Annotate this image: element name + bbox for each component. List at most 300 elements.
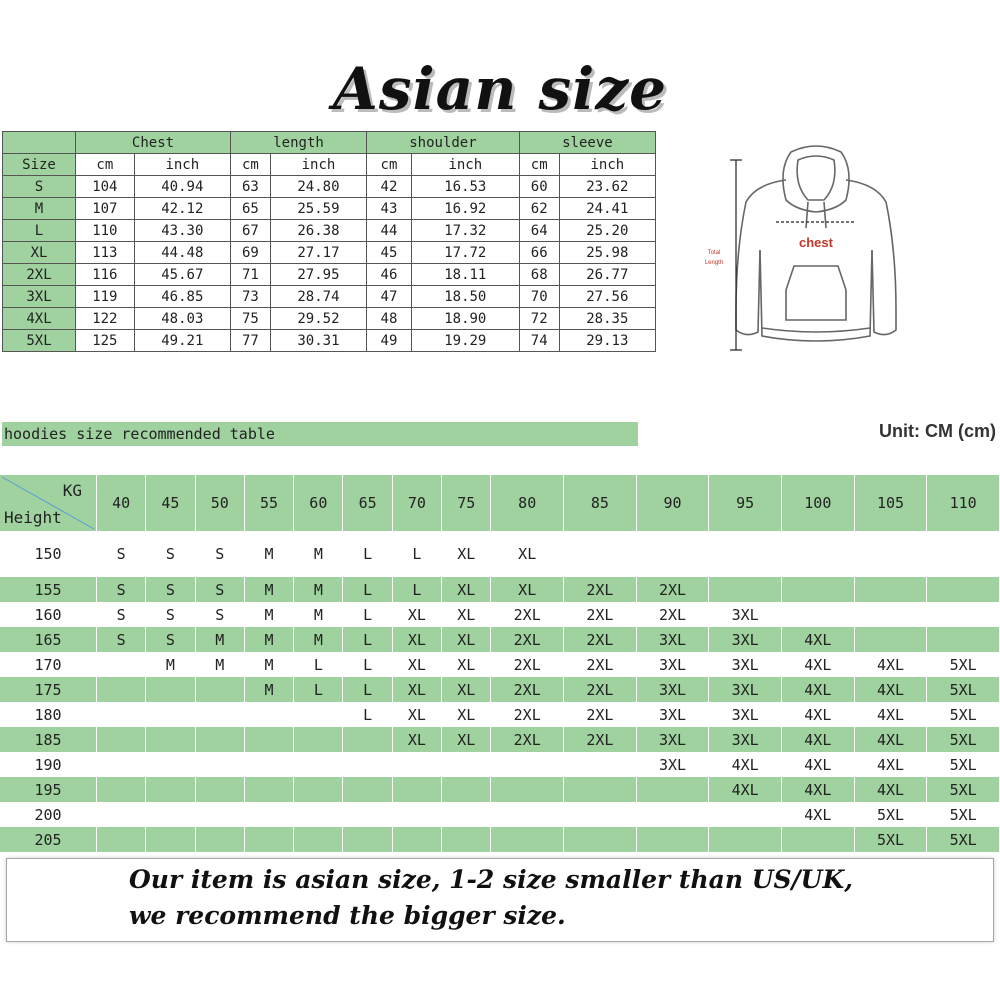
recommended-size-cell: XL [442, 677, 491, 702]
weight-header: 65 [343, 475, 392, 531]
measurement-cell: 43.30 [134, 220, 230, 242]
recommended-size-cell: 5XL [927, 777, 1000, 802]
recommended-size-cell: 3XL [636, 627, 709, 652]
recommended-size-cell: S [146, 531, 195, 577]
unit-header: inch [559, 154, 655, 176]
recommended-size-cell: 3XL [709, 727, 782, 752]
size-table-body [3, 176, 656, 352]
recommended-size-cell [195, 677, 244, 702]
recommended-size-cell [294, 727, 343, 752]
recommended-size-cell: S [195, 602, 244, 627]
recommended-size-cell: 3XL [709, 602, 782, 627]
note-line-1: Our item is asian size, 1-2 size smaller than US/UK, [129, 865, 853, 894]
measurement-cell: 17.32 [411, 220, 519, 242]
recommended-size-cell: 4XL [854, 777, 927, 802]
measurement-cell: 113 [76, 242, 135, 264]
recommended-size-cell [564, 802, 637, 827]
recommended-size-cell [146, 802, 195, 827]
recommended-size-cell: M [294, 531, 343, 577]
recommended-size-cell [491, 827, 564, 852]
recommended-size-cell [97, 752, 146, 777]
measurement-cell: 116 [76, 264, 135, 286]
measurement-cell: 18.50 [411, 286, 519, 308]
group-header-chest: Chest [76, 132, 231, 154]
recommended-size-cell [709, 827, 782, 852]
measurement-cell: 46.85 [134, 286, 230, 308]
height-cell: 165 [0, 627, 97, 652]
size-chart-table [2, 131, 656, 352]
group-header-length: length [230, 132, 366, 154]
measurement-cell: 45 [367, 242, 412, 264]
weight-header: 70 [392, 475, 441, 531]
recommended-size-cell: L [343, 702, 392, 727]
recommended-size-cell: 2XL [491, 727, 564, 752]
recommended-size-cell: XL [442, 727, 491, 752]
recommended-row [0, 752, 1000, 777]
recommended-size-cell: 2XL [491, 627, 564, 652]
measurement-cell: 18.90 [411, 308, 519, 330]
measurement-cell: 46 [367, 264, 412, 286]
recommended-size-cell: S [146, 627, 195, 652]
unit-label: Unit: CM (cm) [879, 421, 996, 441]
height-cell: 180 [0, 702, 97, 727]
recommended-size-cell [244, 777, 293, 802]
recommended-size-cell: XL [442, 702, 491, 727]
recommended-size-cell [564, 752, 637, 777]
recommended-size-cell: L [343, 531, 392, 577]
note-box [6, 858, 994, 942]
size-table-group-row [3, 132, 656, 154]
group-header-shoulder: shoulder [367, 132, 520, 154]
recommended-size-cell [146, 727, 195, 752]
recommended-size-cell: M [294, 627, 343, 652]
recommended-size-cell: 5XL [927, 752, 1000, 777]
recommended-size-cell: 3XL [636, 652, 709, 677]
recommended-size-cell: 4XL [854, 652, 927, 677]
recommended-size-cell [97, 827, 146, 852]
measurement-cell: 66 [519, 242, 559, 264]
unit-header: cm [519, 154, 559, 176]
height-cell: 170 [0, 652, 97, 677]
weight-header: 75 [442, 475, 491, 531]
weight-header: 85 [564, 475, 637, 531]
total-length-label-2: Length [704, 260, 724, 266]
recommended-size-cell [343, 752, 392, 777]
measurement-cell: 16.92 [411, 198, 519, 220]
recommended-size-cell: M [244, 677, 293, 702]
recommended-size-cell [146, 777, 195, 802]
recommended-size-cell [442, 777, 491, 802]
recommended-size-cell: M [244, 602, 293, 627]
weight-header: 100 [782, 475, 855, 531]
recommended-size-cell: M [146, 652, 195, 677]
measurement-cell: 71 [230, 264, 270, 286]
measurement-cell: 122 [76, 308, 135, 330]
recommended-size-cell [294, 702, 343, 727]
note-line-2: we recommend the bigger size. [129, 901, 566, 930]
recommended-size-cell: 2XL [564, 727, 637, 752]
measurement-cell: 107 [76, 198, 135, 220]
recommended-size-cell [854, 627, 927, 652]
measurement-cell: 25.59 [270, 198, 366, 220]
measurement-cell: 49.21 [134, 330, 230, 352]
recommended-size-cell: 3XL [636, 677, 709, 702]
recommended-size-cell [97, 677, 146, 702]
recommended-size-cell [195, 702, 244, 727]
recommended-row [0, 702, 1000, 727]
recommended-size-cell [927, 531, 1000, 577]
chest-label: chest [799, 235, 833, 250]
recommended-size-cell: 5XL [927, 727, 1000, 752]
recommended-size-cell [244, 727, 293, 752]
recommended-size-cell: 4XL [782, 702, 855, 727]
recommended-size-cell: L [343, 602, 392, 627]
height-label: Height [4, 508, 62, 527]
recommended-size-cell: XL [442, 627, 491, 652]
recommended-size-cell: M [244, 577, 293, 602]
size-label-cell: S [3, 176, 76, 198]
size-table-row [3, 286, 656, 308]
measurement-cell: 44 [367, 220, 412, 242]
recommended-row [0, 777, 1000, 802]
recommended-size-cell: 4XL [782, 777, 855, 802]
recommended-size-cell: L [343, 652, 392, 677]
recommended-size-cell [343, 777, 392, 802]
recommended-size-cell: 2XL [564, 677, 637, 702]
recommended-size-cell: 3XL [709, 677, 782, 702]
size-table-row [3, 308, 656, 330]
measurement-cell: 125 [76, 330, 135, 352]
measurement-cell: 74 [519, 330, 559, 352]
recommended-size-cell: 4XL [782, 652, 855, 677]
recommended-size-cell [244, 827, 293, 852]
recommended-size-cell: XL [392, 602, 441, 627]
recommended-size-cell [97, 777, 146, 802]
recommended-size-cell [392, 752, 441, 777]
recommended-size-cell [491, 752, 564, 777]
measurement-cell: 23.62 [559, 176, 655, 198]
recommended-size-cell [294, 752, 343, 777]
recommended-size-cell: L [392, 531, 441, 577]
size-table-row [3, 264, 656, 286]
size-table-corner [3, 132, 76, 154]
size-column-header: Size [3, 154, 76, 176]
recommended-size-cell [927, 577, 1000, 602]
weight-header: 80 [491, 475, 564, 531]
recommended-size-cell [294, 802, 343, 827]
height-cell: 200 [0, 802, 97, 827]
unit-header: cm [367, 154, 412, 176]
recommended-size-cell: M [244, 531, 293, 577]
recommended-size-cell: 4XL [854, 752, 927, 777]
measurement-cell: 43 [367, 198, 412, 220]
recommended-size-cell: 4XL [709, 777, 782, 802]
recommended-size-cell [195, 827, 244, 852]
recommended-size-cell: S [97, 531, 146, 577]
recommended-size-cell: 4XL [854, 677, 927, 702]
recommended-size-cell: 4XL [782, 627, 855, 652]
recommended-size-cell [195, 727, 244, 752]
recommended-size-cell [146, 677, 195, 702]
weight-header: 55 [244, 475, 293, 531]
recommended-size-cell: 5XL [927, 677, 1000, 702]
hoodie-diagram [696, 140, 926, 360]
recommended-size-cell: 3XL [636, 727, 709, 752]
measurement-cell: 110 [76, 220, 135, 242]
recommended-size-cell [854, 602, 927, 627]
height-cell: 185 [0, 727, 97, 752]
recommended-size-cell: 4XL [854, 727, 927, 752]
recommended-size-cell: XL [442, 577, 491, 602]
recommended-size-cell: 3XL [636, 752, 709, 777]
measurement-cell: 27.17 [270, 242, 366, 264]
recommended-size-cell: L [343, 577, 392, 602]
measurement-cell: 64 [519, 220, 559, 242]
recommended-size-cell: M [294, 602, 343, 627]
page-title: Asian size [332, 55, 668, 123]
recommended-row [0, 627, 1000, 652]
measurement-cell: 29.13 [559, 330, 655, 352]
recommended-size-cell: S [195, 577, 244, 602]
recommended-size-cell: 3XL [709, 627, 782, 652]
recommended-row [0, 727, 1000, 752]
size-label-cell: L [3, 220, 76, 242]
recommended-size-cell: 5XL [854, 827, 927, 852]
measurement-cell: 24.41 [559, 198, 655, 220]
recommended-size-cell: 5XL [927, 702, 1000, 727]
recommended-size-cell [927, 602, 1000, 627]
recommended-size-cell [97, 727, 146, 752]
recommended-size-cell [442, 752, 491, 777]
recommended-table-body [0, 531, 1000, 852]
recommended-size-cell: S [195, 531, 244, 577]
recommended-row [0, 531, 1000, 577]
recommended-size-cell: S [97, 577, 146, 602]
recommended-size-cell: 2XL [491, 677, 564, 702]
recommended-size-cell [709, 577, 782, 602]
recommended-size-cell [782, 827, 855, 852]
recommended-size-cell [564, 531, 637, 577]
recommended-size-cell [636, 531, 709, 577]
recommended-size-cell [97, 802, 146, 827]
recommended-size-cell: 4XL [782, 802, 855, 827]
recommended-size-cell [782, 577, 855, 602]
recommended-size-cell: L [294, 677, 343, 702]
recommended-size-cell: 2XL [564, 577, 637, 602]
recommended-size-cell: XL [392, 652, 441, 677]
size-table-unit-row [3, 154, 656, 176]
recommended-size-cell [146, 827, 195, 852]
recommended-size-cell [195, 802, 244, 827]
recommended-size-cell: 5XL [927, 827, 1000, 852]
measurement-cell: 60 [519, 176, 559, 198]
size-table-row [3, 242, 656, 264]
size-table-row [3, 176, 656, 198]
measurement-cell: 104 [76, 176, 135, 198]
recommended-size-cell: 3XL [709, 652, 782, 677]
recommended-size-cell: 2XL [564, 602, 637, 627]
recommended-size-cell [636, 827, 709, 852]
recommended-size-cell [97, 702, 146, 727]
measurement-cell: 67 [230, 220, 270, 242]
recommended-table-title: hoodies size recommended table [2, 422, 638, 446]
recommended-size-cell [491, 802, 564, 827]
recommended-size-cell: 2XL [491, 652, 564, 677]
recommended-size-cell: XL [392, 677, 441, 702]
measurement-cell: 30.31 [270, 330, 366, 352]
measurement-cell: 69 [230, 242, 270, 264]
recommended-size-cell: S [97, 602, 146, 627]
recommended-size-cell: S [146, 602, 195, 627]
recommended-size-cell: 2XL [564, 702, 637, 727]
recommended-size-cell: 4XL [782, 752, 855, 777]
measurement-cell: 25.20 [559, 220, 655, 242]
recommended-size-cell: M [195, 627, 244, 652]
measurement-cell: 26.38 [270, 220, 366, 242]
recommended-size-cell: S [146, 577, 195, 602]
height-cell: 155 [0, 577, 97, 602]
recommended-size-cell: 2XL [636, 602, 709, 627]
measurement-cell: 29.52 [270, 308, 366, 330]
height-cell: 175 [0, 677, 97, 702]
recommended-size-cell [343, 727, 392, 752]
recommended-size-cell: 5XL [927, 652, 1000, 677]
measurement-cell: 70 [519, 286, 559, 308]
recommended-size-cell: 3XL [709, 702, 782, 727]
measurement-cell: 75 [230, 308, 270, 330]
height-cell: 150 [0, 531, 97, 577]
measurement-cell: 40.94 [134, 176, 230, 198]
recommended-size-cell [294, 777, 343, 802]
recommended-size-table [0, 475, 1000, 852]
recommended-size-cell: XL [392, 627, 441, 652]
height-cell: 205 [0, 827, 97, 852]
recommended-size-cell [927, 627, 1000, 652]
size-label-cell: M [3, 198, 76, 220]
measurement-cell: 28.35 [559, 308, 655, 330]
recommended-size-cell: 5XL [854, 802, 927, 827]
recommended-size-cell [392, 802, 441, 827]
recommended-size-cell: L [343, 677, 392, 702]
measurement-cell: 48 [367, 308, 412, 330]
kg-label: KG [62, 481, 82, 500]
recommended-size-cell [442, 802, 491, 827]
recommended-size-cell: XL [442, 531, 491, 577]
recommended-size-cell: XL [442, 652, 491, 677]
measurement-cell: 119 [76, 286, 135, 308]
recommended-size-cell [244, 702, 293, 727]
size-table-row [3, 198, 656, 220]
size-label-cell: 5XL [3, 330, 76, 352]
total-length-label-1: Total [707, 250, 721, 256]
recommended-size-cell [244, 752, 293, 777]
weight-header: 45 [146, 475, 195, 531]
measurement-cell: 16.53 [411, 176, 519, 198]
recommended-size-cell: M [244, 652, 293, 677]
recommended-size-cell: XL [491, 531, 564, 577]
recommended-header-row [0, 475, 1000, 531]
recommended-size-cell [782, 531, 855, 577]
weight-header: 60 [294, 475, 343, 531]
recommended-row [0, 677, 1000, 702]
recommended-size-cell: M [195, 652, 244, 677]
recommended-row [0, 827, 1000, 852]
recommended-size-cell [195, 777, 244, 802]
recommended-size-cell: S [97, 627, 146, 652]
size-label-cell: 4XL [3, 308, 76, 330]
recommended-size-cell: 2XL [564, 627, 637, 652]
recommended-size-cell [709, 802, 782, 827]
recommended-size-cell [854, 531, 927, 577]
recommended-row [0, 802, 1000, 827]
size-table-row [3, 220, 656, 242]
size-label-cell: XL [3, 242, 76, 264]
recommended-size-cell [195, 752, 244, 777]
measurement-cell: 26.77 [559, 264, 655, 286]
measurement-cell: 42 [367, 176, 412, 198]
unit-header: inch [134, 154, 230, 176]
recommended-size-cell: XL [442, 602, 491, 627]
recommended-size-cell: M [294, 577, 343, 602]
recommended-size-cell [564, 827, 637, 852]
recommended-row [0, 652, 1000, 677]
measurement-cell: 73 [230, 286, 270, 308]
recommended-size-cell: 2XL [564, 652, 637, 677]
recommended-size-cell [854, 577, 927, 602]
recommended-size-cell [97, 652, 146, 677]
recommended-size-cell [392, 777, 441, 802]
unit-header: cm [230, 154, 270, 176]
recommended-size-cell: 4XL [709, 752, 782, 777]
measurement-cell: 47 [367, 286, 412, 308]
unit-header: cm [76, 154, 135, 176]
recommended-size-cell: XL [491, 577, 564, 602]
recommended-row [0, 577, 1000, 602]
weight-header: 50 [195, 475, 244, 531]
recommended-size-cell: 5XL [927, 802, 1000, 827]
recommended-size-cell: 2XL [491, 702, 564, 727]
recommended-size-cell [343, 827, 392, 852]
recommended-size-cell [294, 827, 343, 852]
measurement-cell: 25.98 [559, 242, 655, 264]
recommended-size-cell [782, 602, 855, 627]
recommended-size-cell: M [244, 627, 293, 652]
recommended-size-cell: 2XL [491, 602, 564, 627]
measurement-cell: 19.29 [411, 330, 519, 352]
unit-header: inch [411, 154, 519, 176]
recommended-size-cell [636, 777, 709, 802]
recommended-size-cell: 4XL [854, 702, 927, 727]
measurement-cell: 27.56 [559, 286, 655, 308]
recommended-row [0, 602, 1000, 627]
recommended-size-cell [636, 802, 709, 827]
group-header-sleeve: sleeve [519, 132, 655, 154]
measurement-cell: 45.67 [134, 264, 230, 286]
recommended-size-cell [244, 802, 293, 827]
recommended-size-cell [146, 702, 195, 727]
measurement-cell: 42.12 [134, 198, 230, 220]
measurement-cell: 24.80 [270, 176, 366, 198]
measurement-cell: 49 [367, 330, 412, 352]
recommended-size-cell [491, 777, 564, 802]
measurement-cell: 17.72 [411, 242, 519, 264]
recommended-size-cell [343, 802, 392, 827]
recommended-size-cell: L [343, 627, 392, 652]
recommended-size-cell: L [392, 577, 441, 602]
weight-header: 95 [709, 475, 782, 531]
measure-lines-icon [730, 160, 856, 350]
recommended-size-cell [564, 777, 637, 802]
